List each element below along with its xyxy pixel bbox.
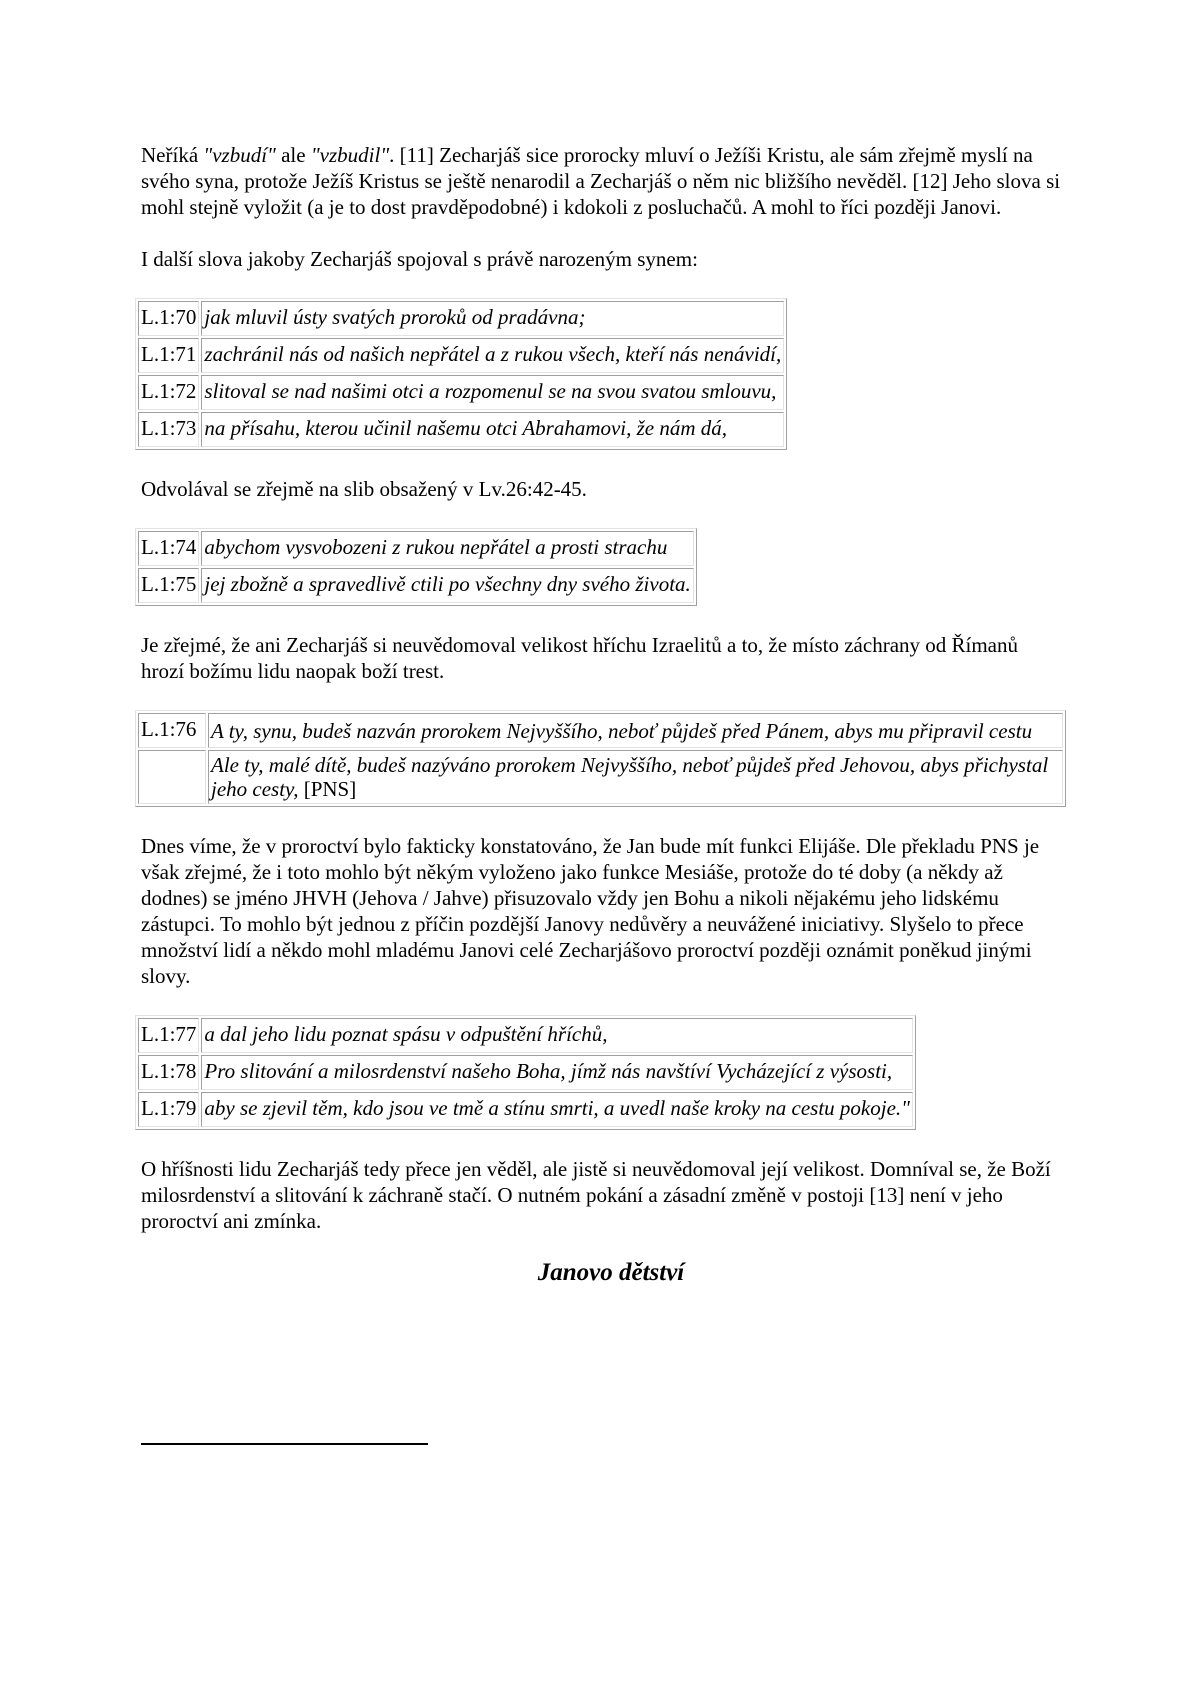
verse-table-4 xyxy=(135,1015,916,1130)
verse-row xyxy=(138,713,1063,748)
section-heading: Janovo dětství xyxy=(537,1259,685,1286)
verse-text xyxy=(208,750,1063,804)
paragraph-je-zrejme: Je zřejmé, že ani Zecharjáš si neuvědomoval velikost hříchu Izraelitů a to, že místo záchrany od Římanů hrozí božímu lidu naopak boží trest. xyxy=(141,633,1019,683)
verse-row xyxy=(138,750,1063,804)
verse-table-2 xyxy=(135,528,697,606)
verse-text: zachránil nás od našich nepřátel a z rukou všech, kteří nás nenávidí, xyxy=(201,338,784,373)
verse-row xyxy=(138,1092,913,1127)
verse-ref: L.1:74 xyxy=(138,531,199,566)
verse-text: jej zbožně a spravedlivě ctili po všechny dny svého života. xyxy=(201,568,693,603)
text-run: Neříká xyxy=(141,143,204,167)
verse-row xyxy=(138,338,784,373)
verse-text: Pro slitování a milosrdenství našeho Boha, jímž nás navštíví Vycházející z výsosti, xyxy=(201,1055,913,1090)
verse-text-italic: Ale ty, malé dítě, budeš nazýváno prorokem Nejvyššího, neboť půjdeš před Jehovou, abys přichystal jeho cesty, xyxy=(211,753,1049,801)
verse-text: a dal jeho lidu poznat spásu v odpuštění hříchů, xyxy=(201,1018,913,1053)
verse-ref: L.1:70 xyxy=(138,301,199,336)
source-tag: [PNS] xyxy=(298,777,357,801)
verse-row xyxy=(138,412,784,447)
paragraph-o-hrisnosti: O hříšnosti lidu Zecharjáš tedy přece jen věděl, ale jistě si neuvědomoval její velikost. Domníval se, že Boží milosrdenství a slitování k záchraně stačí. O nutném pokání a zásadní změně v postoji [13] není v jeho proroctví ani zmínka. xyxy=(141,1157,1051,1233)
verse-row xyxy=(138,301,784,336)
verse-text: aby se zjevil těm, kdo jsou ve tmě a stínu smrti, a uvedl naše kroky na cestu pokoje." xyxy=(201,1092,913,1127)
italic-quote: "vzbudí" xyxy=(203,143,276,167)
verse-text xyxy=(208,713,1063,748)
verse-ref: L.1:78 xyxy=(138,1055,199,1090)
verse-ref: L.1:72 xyxy=(138,375,199,410)
verse-row xyxy=(138,531,694,566)
verse-table-3 xyxy=(135,710,1066,807)
verse-text: jak mluvil ústy svatých proroků od pradávna; xyxy=(201,301,784,336)
verse-row xyxy=(138,375,784,410)
verse-ref: L.1:77 xyxy=(138,1018,199,1053)
verse-row xyxy=(138,1018,913,1053)
verse-text-italic: A ty, synu, budeš nazván prorokem Nejvyššího, neboť půjdeš před Pánem, abys mu připravil cestu xyxy=(211,718,1033,743)
verse-ref: L.1:73 xyxy=(138,412,199,447)
verse-table-1 xyxy=(135,298,787,450)
verse-ref: L.1:76 xyxy=(138,713,206,748)
paragraph-dalsi-slova: I další slova jakoby Zecharjáš spojoval s právě narozeným synem: xyxy=(141,247,698,271)
verse-row xyxy=(138,568,694,603)
verse-ref-empty xyxy=(138,750,206,804)
paragraph-odvolaval: Odvolával se zřejmě na slib obsažený v Lv.26:42-45. xyxy=(141,477,587,501)
footnote-separator xyxy=(141,1443,428,1445)
verse-text: slitoval se nad našimi otci a rozpomenul se na svou svatou smlouvu, xyxy=(201,375,784,410)
text-run: ale xyxy=(275,143,311,167)
paragraph-vzbudil xyxy=(141,142,1061,220)
paragraph-dnes-vime: Dnes víme, že v proroctví bylo fakticky konstatováno, že Jan bude mít funkci Elijáše. Dle překladu PNS je však zřejmé, že i toto mohlo být někým vyloženo jako funkce Mesiáše, protože do té doby (a někdy až dodnes) se jméno JHVH (Jehova / Jahve) přisuzovalo vždy jen Bohu a nikoli nějakému jeho lidskému zástupci. To mohlo být jednou z příčin pozdější Janovy nedůvěry a neuvážené iniciativy. Slyšelo to přece množství lidí a někdo mohl mladému Janovi celé Zecharjášovo proroctví později oznámit poněkud jinými slovy. xyxy=(141,834,1040,988)
verse-ref: L.1:79 xyxy=(138,1092,199,1127)
text-run: . [11] Zecharjáš sice prorocky mluví o Ježíši Kristu, ale sám zřejmě myslí na svého syna, protože Ježíš Kristus se ještě nenarodil a Zecharjáš o něm nic bližšího nevěděl. [12] Jeho slova si mohl stejně vyložit (a je to dost pravděpodobné) i kdokoli z posluchačů. A mohl to říci později Janovi. xyxy=(141,143,1061,219)
document-page xyxy=(141,142,1061,1286)
verse-row xyxy=(138,1055,913,1090)
verse-ref: L.1:75 xyxy=(138,568,199,603)
verse-ref: L.1:71 xyxy=(138,338,199,373)
verse-text: na přísahu, kterou učinil našemu otci Abrahamovi, že nám dá, xyxy=(201,412,784,447)
italic-quote: "vzbudil" xyxy=(310,143,390,167)
verse-text: abychom vysvobozeni z rukou nepřátel a prosti strachu xyxy=(201,531,693,566)
